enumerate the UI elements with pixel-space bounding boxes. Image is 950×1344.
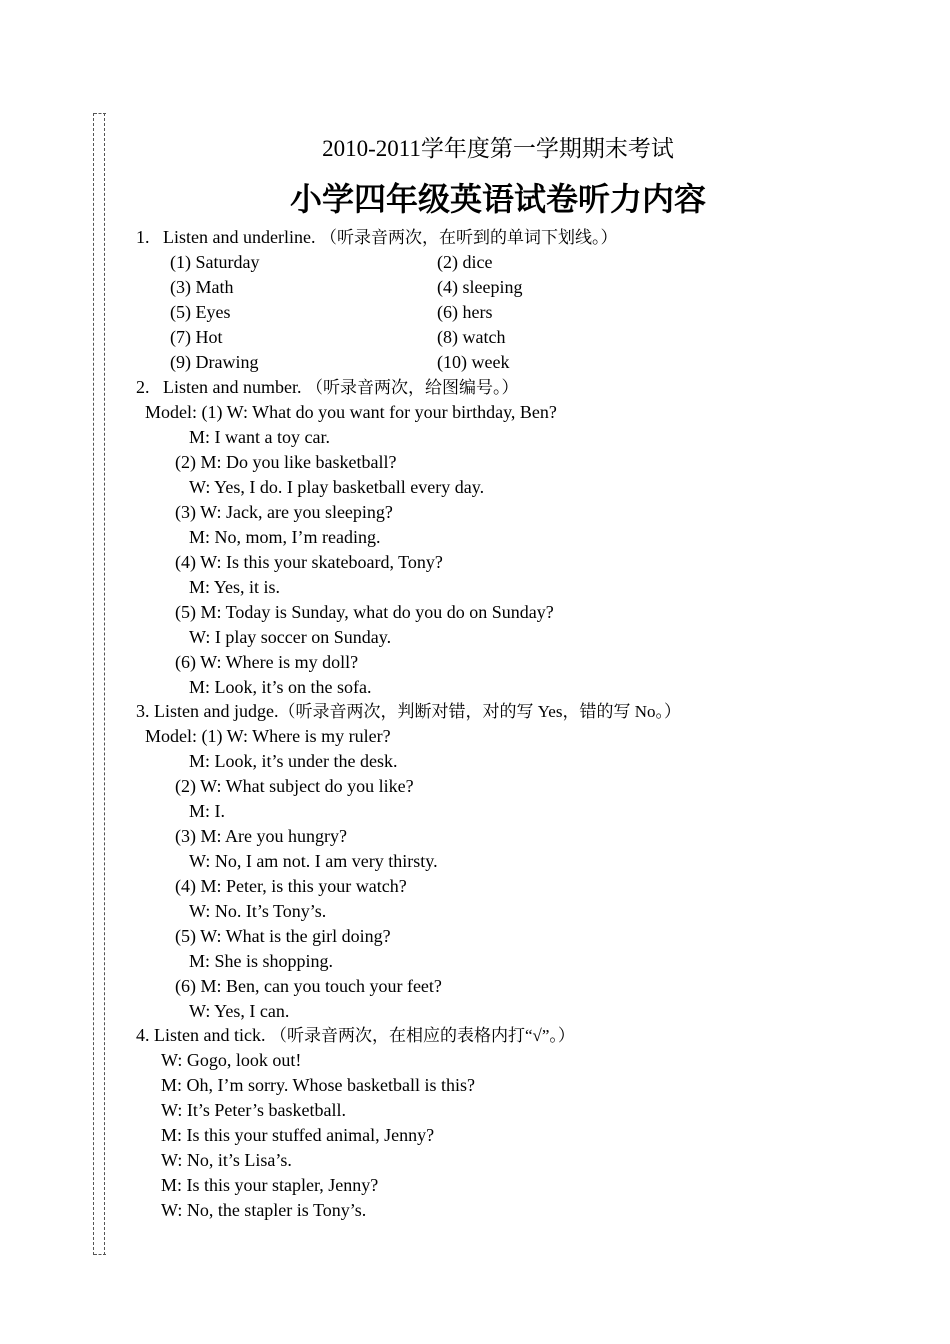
dialogue-line: M: I. xyxy=(189,801,225,821)
dialogue-line: M: Is this your stuffed animal, Jenny? xyxy=(161,1125,435,1145)
dialogue-line: M: Look, it’s on the sofa. xyxy=(189,677,372,697)
word-item: (5) Eyes xyxy=(170,302,231,322)
word-item: (6) hers xyxy=(437,302,493,322)
dialogue-line: M: Look, it’s under the desk. xyxy=(189,751,398,771)
exam-subtitle: 2010-2011学年度第一学期期末考试 xyxy=(322,136,674,161)
section-1-heading xyxy=(136,225,617,250)
dialogue-line: Model: (1) W: What do you want for your birthday, Ben? xyxy=(145,402,557,422)
dialogue-line: M: I want a toy car. xyxy=(189,427,330,447)
dialogue-line: (2) M: Do you like basketball? xyxy=(175,452,397,472)
dialogue-line: (4) M: Peter, is this your watch? xyxy=(175,876,407,896)
word-item: (7) Hot xyxy=(170,327,223,347)
word-item: (4) sleeping xyxy=(437,277,523,297)
dialogue-line: M: She is shopping. xyxy=(189,951,334,971)
section-4-heading xyxy=(136,1023,575,1048)
dialogue-line: M: Oh, I’m sorry. Whose basketball is this? xyxy=(161,1075,475,1095)
dialogue-line: (3) W: Jack, are you sleeping? xyxy=(175,502,393,522)
word-item: (1) Saturday xyxy=(170,252,260,272)
dialogue-line: W: No. It’s Tony’s. xyxy=(189,901,327,921)
dialogue-line: (2) W: What subject do you like? xyxy=(175,776,414,796)
dialogue-line: W: Gogo, look out! xyxy=(161,1050,302,1070)
section-2-instruction: （听录音两次，给图编号。） xyxy=(305,378,519,397)
dialogue-line: M: Is this your stapler, Jenny? xyxy=(161,1175,379,1195)
section-3-instruction: （听录音两次，判断对错，对的写 Yes，错的写 No。） xyxy=(278,702,681,721)
dialogue-line: (5) W: What is the girl doing? xyxy=(175,926,391,946)
section-3-heading xyxy=(136,699,681,724)
dialogue-line: M: No, mom, I’m reading. xyxy=(189,527,381,547)
section-1-instruction: （听录音两次，在听到的单词下划线。） xyxy=(319,228,618,247)
word-item: (10) week xyxy=(437,352,510,372)
binding-margin-line xyxy=(93,113,105,1255)
dialogue-line: (5) M: Today is Sunday, what do you do on Sunday? xyxy=(175,602,554,622)
word-item: (9) Drawing xyxy=(170,352,259,372)
section-1-title: 1. Listen and underline. xyxy=(136,227,316,247)
dialogue-line: (6) M: Ben, can you touch your feet? xyxy=(175,976,442,996)
word-item: (8) watch xyxy=(437,327,506,347)
section-2-title: 2. Listen and number. xyxy=(136,377,302,397)
dialogue-line: W: No, I am not. I am very thirsty. xyxy=(189,851,438,871)
dialogue-line: (6) W: Where is my doll? xyxy=(175,652,359,672)
dialogue-line: M: Yes, it is. xyxy=(189,577,281,597)
dialogue-line: W: Yes, I do. I play basketball every day. xyxy=(189,477,485,497)
section-4-instruction: （听录音两次，在相应的表格内打“√”。） xyxy=(269,1026,575,1045)
word-item: (3) Math xyxy=(170,277,234,297)
dialogue-line: W: It’s Peter’s basketball. xyxy=(161,1100,346,1120)
section-3-title: 3. Listen and judge. xyxy=(136,701,279,721)
dialogue-line: (3) M: Are you hungry? xyxy=(175,826,347,846)
dialogue-line: W: No, the stapler is Tony’s. xyxy=(161,1200,367,1220)
dialogue-line: Model: (1) W: Where is my ruler? xyxy=(145,726,391,746)
dialogue-line: W: No, it’s Lisa’s. xyxy=(161,1150,292,1170)
section-4-title: 4. Listen and tick. xyxy=(136,1025,266,1045)
section-2-heading xyxy=(136,375,518,400)
dialogue-line: (4) W: Is this your skateboard, Tony? xyxy=(175,552,443,572)
dialogue-line: W: Yes, I can. xyxy=(189,1001,290,1021)
page-title: 小学四年级英语试卷听力内容 xyxy=(289,180,706,218)
dialogue-line: W: I play soccer on Sunday. xyxy=(189,627,392,647)
word-item: (2) dice xyxy=(437,252,493,272)
